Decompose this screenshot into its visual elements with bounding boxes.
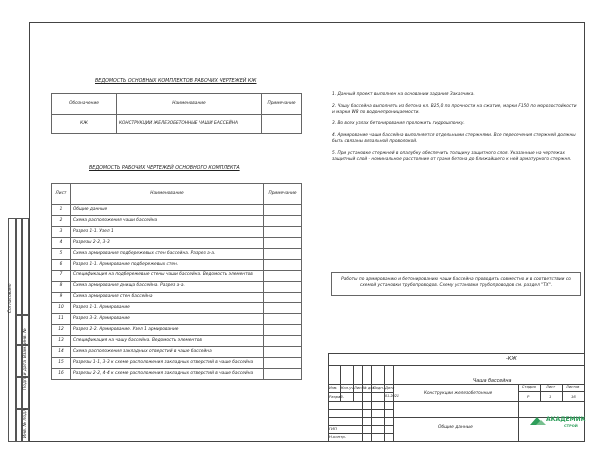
tb-head-2: Лист [354, 386, 364, 390]
tb-stage-header: Стадия [522, 385, 536, 389]
row-sheet-title: Разрез 2-2. Армирование. Узел 1 армирование [71, 325, 264, 336]
left-approval-strip [8, 218, 29, 442]
table-row [52, 270, 302, 281]
logo-text: АКАДЕМИК [546, 416, 586, 423]
table-row [52, 336, 302, 347]
t2-header-sheet: Лист [52, 184, 71, 205]
strip-label-inv-orig: Инв. № подл. [23, 407, 28, 438]
row-sheet-title: Разрезы 2-2, 3-3 [71, 237, 264, 248]
note-item: 1. Данный проект выполнен на основании задания Заказчика. [332, 92, 475, 97]
tb-sheet-value: 1 [549, 394, 552, 399]
row-note [264, 347, 302, 358]
row-sheet-title: Спецификация на чашу бассейна. Ведомость элементов [71, 336, 264, 347]
row-sheet-title: Разрезы 2-2, 4-4 к схеме расположения закладных отверстий в чаше бассейна [71, 369, 264, 380]
row-note [264, 237, 302, 248]
row-sheet-number: 4 [52, 237, 71, 248]
row-sheet-title: Разрез 3-3. Армирование [71, 314, 264, 325]
note-item: 4. Армирование чаши бассейна выполняется отдельными стержнями. Все пересечения стержней должны быть связаны вязальной проволокой. [332, 133, 576, 144]
row-sheet-number: 3 [52, 226, 71, 237]
strip-label-replace-inv: Взам. инв. № [23, 328, 28, 358]
tb-head-4: Подп. [373, 386, 384, 390]
row-note [264, 248, 302, 259]
tb-head-5: Дата [385, 386, 395, 390]
tb-head-1: Кол.уч. [341, 386, 355, 390]
coordination-note: Работы по армированию и бетонированию чаши бассейна проводить совместно и в соответствии со схемой установки трубопроводов. Схему установки трубопроводов см. раздел "ТХ". [331, 272, 581, 296]
main-sets-table [51, 93, 302, 134]
row-sheet-number: 13 [52, 336, 71, 347]
row-note [264, 226, 302, 237]
tb-stage-value: Р [527, 394, 530, 399]
row-note [264, 292, 302, 303]
working-drawings-table [51, 183, 302, 380]
row-note [264, 281, 302, 292]
row-note [264, 270, 302, 281]
row-sheet-number: 15 [52, 358, 71, 369]
strip-label-agreed: Согласовано [8, 283, 13, 313]
table-row [52, 205, 302, 216]
row-sheet-title: Общие данные [71, 205, 264, 216]
logo-sub: СТРОЙ [564, 424, 578, 428]
table2-title: ВЕДОМОСТЬ РАБОЧИХ ЧЕРТЕЖЕЙ ОСНОВНОГО КОМПЛЕКТА [89, 166, 240, 171]
tb-sheet-header: Лист [546, 385, 556, 389]
row-note [264, 358, 302, 369]
tb-code: -КЖ [506, 356, 517, 362]
row-note [264, 369, 302, 380]
row-sheet-title: Схема расположения чаши бассейна [71, 215, 264, 226]
row-note [264, 325, 302, 336]
row-sheet-number: 1 [52, 205, 71, 216]
tb-sheet-name: Общие данные [438, 425, 473, 430]
row-sheet-number: 10 [52, 303, 71, 314]
t1-header-designation: Обозначение [52, 94, 117, 115]
table-row [52, 314, 302, 325]
t2-header-name: Наименование [71, 184, 264, 205]
strip-label-sign-date: Подп. и дата [23, 360, 28, 390]
row-sheet-number: 12 [52, 325, 71, 336]
table-row [52, 259, 302, 270]
row-sheet-number: 7 [52, 270, 71, 281]
t1-header-note: Примечание [262, 94, 302, 115]
t1-cell-name: КОНСТРУКЦИИ ЖЕЛЕЗОБЕТОННЫЕ ЧАШИ БАССЕЙНА [117, 115, 262, 134]
table-row [52, 347, 302, 358]
general-notes [332, 92, 578, 168]
table-row [52, 292, 302, 303]
tb-head-0: Изм. [329, 386, 338, 390]
row-note [264, 303, 302, 314]
row-sheet-number: 5 [52, 248, 71, 259]
row-note [264, 336, 302, 347]
row-sheet-number: 11 [52, 314, 71, 325]
note-item: 3. Во всех узлах бетонирования проложить гидрошпонку. [332, 121, 465, 127]
t1-cell-designation: КЖ [52, 115, 117, 134]
table-row [52, 281, 302, 292]
row-sheet-number: 6 [52, 259, 71, 270]
row-note [264, 205, 302, 216]
row-sheet-number: 2 [52, 215, 71, 226]
table-row [52, 325, 302, 336]
table-row [52, 303, 302, 314]
table1-title: ВЕДОМОСТЬ ОСНОВНЫХ КОМПЛЕКТОВ РАБОЧИХ ЧЕРТЕЖЕЙ КЖ [95, 79, 257, 84]
company-logo [528, 413, 586, 431]
t1-cell-note [262, 115, 302, 134]
row-sheet-title: Разрез 1-1. Узел 1 [71, 226, 264, 237]
table-row [52, 248, 302, 259]
table-row [52, 215, 302, 226]
row-sheet-number: 14 [52, 347, 71, 358]
note-item: 2. Чашу бассейна выполнять из бетона кл. В25,0 по прочности на сжатие, марки F150 по морозостойкости и марки W8 по водонепроницаемости. [332, 103, 577, 115]
tb-head-3: № док. [363, 386, 376, 390]
t2-header-note: Примечание [264, 184, 302, 205]
tb-sheets-value: 16 [571, 394, 576, 399]
row-note [264, 259, 302, 270]
tb-row-gip: ГИП [329, 426, 337, 431]
t1-header-name: Наименование [117, 94, 262, 115]
tb-date: 01.2021 [385, 394, 400, 398]
row-sheet-title: Разрез 1-1. Армирование [71, 303, 264, 314]
table-row [52, 226, 302, 237]
tb-object: Чаша бассейна [473, 379, 512, 384]
table-row [52, 237, 302, 248]
row-sheet-title: Разрезы 1-1, 3-3 к схеме расположения закладных отверстий в чаше бассейна [71, 358, 264, 369]
row-sheet-number: 16 [52, 369, 71, 380]
tb-sheets-header: Листов [566, 385, 580, 389]
table-row [52, 358, 302, 369]
row-sheet-number: 8 [52, 281, 71, 292]
row-sheet-title: Разрез 1-1. Армирование подбережевых стен. [71, 259, 264, 270]
tb-row-developer: Разраб. [329, 394, 344, 399]
row-sheet-title: Схема расположения закладных отверстий в чаше бассейна [71, 347, 264, 358]
note-item: 5. При установке стержней в опалубку обеспечить толщину защитного слоя. Указанные на чертежах защитный слой - номинальное расстояние от грани бетона до ближайшего к ней арматурного стержня. [332, 150, 572, 162]
row-sheet-title: Схема армирования подбережевых стен бассейна. Разрез а-а. [71, 248, 264, 259]
row-note [264, 215, 302, 226]
tb-row-norm: Н.контр. [329, 434, 346, 439]
tb-section: Конструкции железобетонные [424, 390, 493, 395]
row-note [264, 314, 302, 325]
row-sheet-number: 9 [52, 292, 71, 303]
row-sheet-title: Спецификация на подбережевые стены чаши бассейна. Ведомость элементов [71, 270, 264, 281]
row-sheet-title: Схема армирования днища бассейна. Разрез а-а. [71, 281, 264, 292]
table-row [52, 369, 302, 380]
row-sheet-title: Схема армирования стен бассейна [71, 292, 264, 303]
